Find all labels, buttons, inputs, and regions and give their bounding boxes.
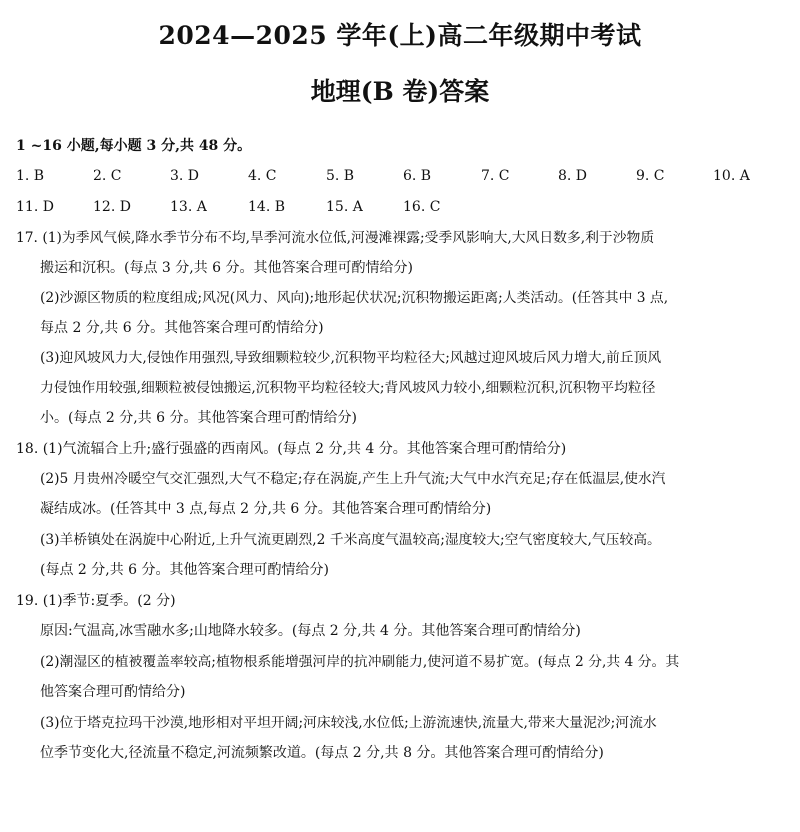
choice-answer: 9. C [636,168,665,184]
q17-part3-line1: (3)迎风坡风力大,侵蚀作用强烈,导致细颗粒较少,沉积物平均粒径大;风越过迎风坡后风力增大,前丘顶风 [40,350,662,366]
exam-subtitle: 地理(B 卷)答案 [310,77,490,106]
q18-part3-line2: (每点 2 分,共 6 分。其他答案合理可酌情给分) [40,562,329,578]
q17-part3-line3: 小。(每点 2 分,共 6 分。其他答案合理可酌情给分) [40,410,357,426]
choice-answer: 8. D [558,168,588,184]
q17-part1-line2: 搬运和沉积。(每点 3 分,共 6 分。其他答案合理可酌情给分) [40,260,413,276]
choice-answer: 4. C [248,168,277,184]
q19-part3-line2: 位季节变化大,径流量不稳定,河流频繁改道。(每点 2 分,共 8 分。其他答案合理可酌情给分) [40,745,604,761]
q17-part1-line1: 17. (1)为季风气候,降水季节分布不均,旱季河流水位低,河漫滩裸露;受季风影响大,大风日数多,利于沙物质 [16,230,655,246]
choice-answer: 7. C [481,168,510,184]
choice-answer: 1. B [16,168,45,184]
exam-title: 2024—2025 学年(上)高二年级期中考试 [158,21,642,50]
q19-part1-line1: 19. (1)季节:夏季。(2 分) [16,593,176,609]
q18-part3-line1: (3)羊桥镇处在涡旋中心附近,上升气流更剧烈,2 千米高度气温较高;湿度较大;空气密度较大,气压较高。 [40,532,661,548]
q17-part2-line2: 每点 2 分,共 6 分。其他答案合理可酌情给分) [40,320,324,336]
q19-part2-line1: (2)潮湿区的植被覆盖率较高;植物根系能增强河岸的抗冲刷能力,使河道不易扩宽。(每点 2 分,共 4 分。其 [40,654,680,670]
choice-answer: 3. D [170,168,200,184]
choice-answer: 14. B [248,199,286,215]
choice-answer: 2. C [93,168,122,184]
q18-part2-line2: 凝结成冰。(任答其中 3 点,每点 2 分,共 6 分。其他答案合理可酌情给分) [40,501,492,517]
choice-answer: 16. C [403,199,441,215]
choice-answer: 10. A [713,168,750,184]
choice-answer: 5. B [326,168,355,184]
q19-part2-line2: 他答案合理可酌情给分) [40,684,186,700]
q19-part3-line1: (3)位于塔克拉玛干沙漠,地形相对平坦开阔;河床较浅,水位低;上游流速快,流量大,带来大量泥沙;河流水 [40,715,657,731]
choice-answer: 13. A [170,199,207,215]
q19-part1-line2: 原因:气温高,冰雪融水多;山地降水较多。(每点 2 分,共 4 分。其他答案合理可酌情给分) [40,623,581,639]
q18-part2-line1: (2)5 月贵州冷暖空气交汇强烈,大气不稳定;存在涡旋,产生上升气流;大气中水汽充足;存在低温层,使水汽 [40,471,666,487]
q18-part1-line1: 18. (1)气流辐合上升;盛行强盛的西南风。(每点 2 分,共 4 分。其他答案合理可酌情给分) [16,441,567,457]
q17-part3-line2: 力侵蚀作用较强,细颗粒被侵蚀搬运,沉积物平均粒径较大;背风坡风力较小,细颗粒沉积,沉积物平均粒径 [40,380,656,396]
q17-part2-line1: (2)沙源区物质的粒度组成;风况(风力、风向);地形起伏状况;沉积物搬运距离;人类活动。(任答其中 3 点, [40,290,669,306]
choice-instruction: 1 ~16 小题,每小题 3 分,共 48 分。 [16,138,252,154]
choice-answer: 6. B [403,168,432,184]
choice-answer: 15. A [326,199,363,215]
choice-answer: 11. D [16,199,54,215]
choice-answer: 12. D [93,199,131,215]
